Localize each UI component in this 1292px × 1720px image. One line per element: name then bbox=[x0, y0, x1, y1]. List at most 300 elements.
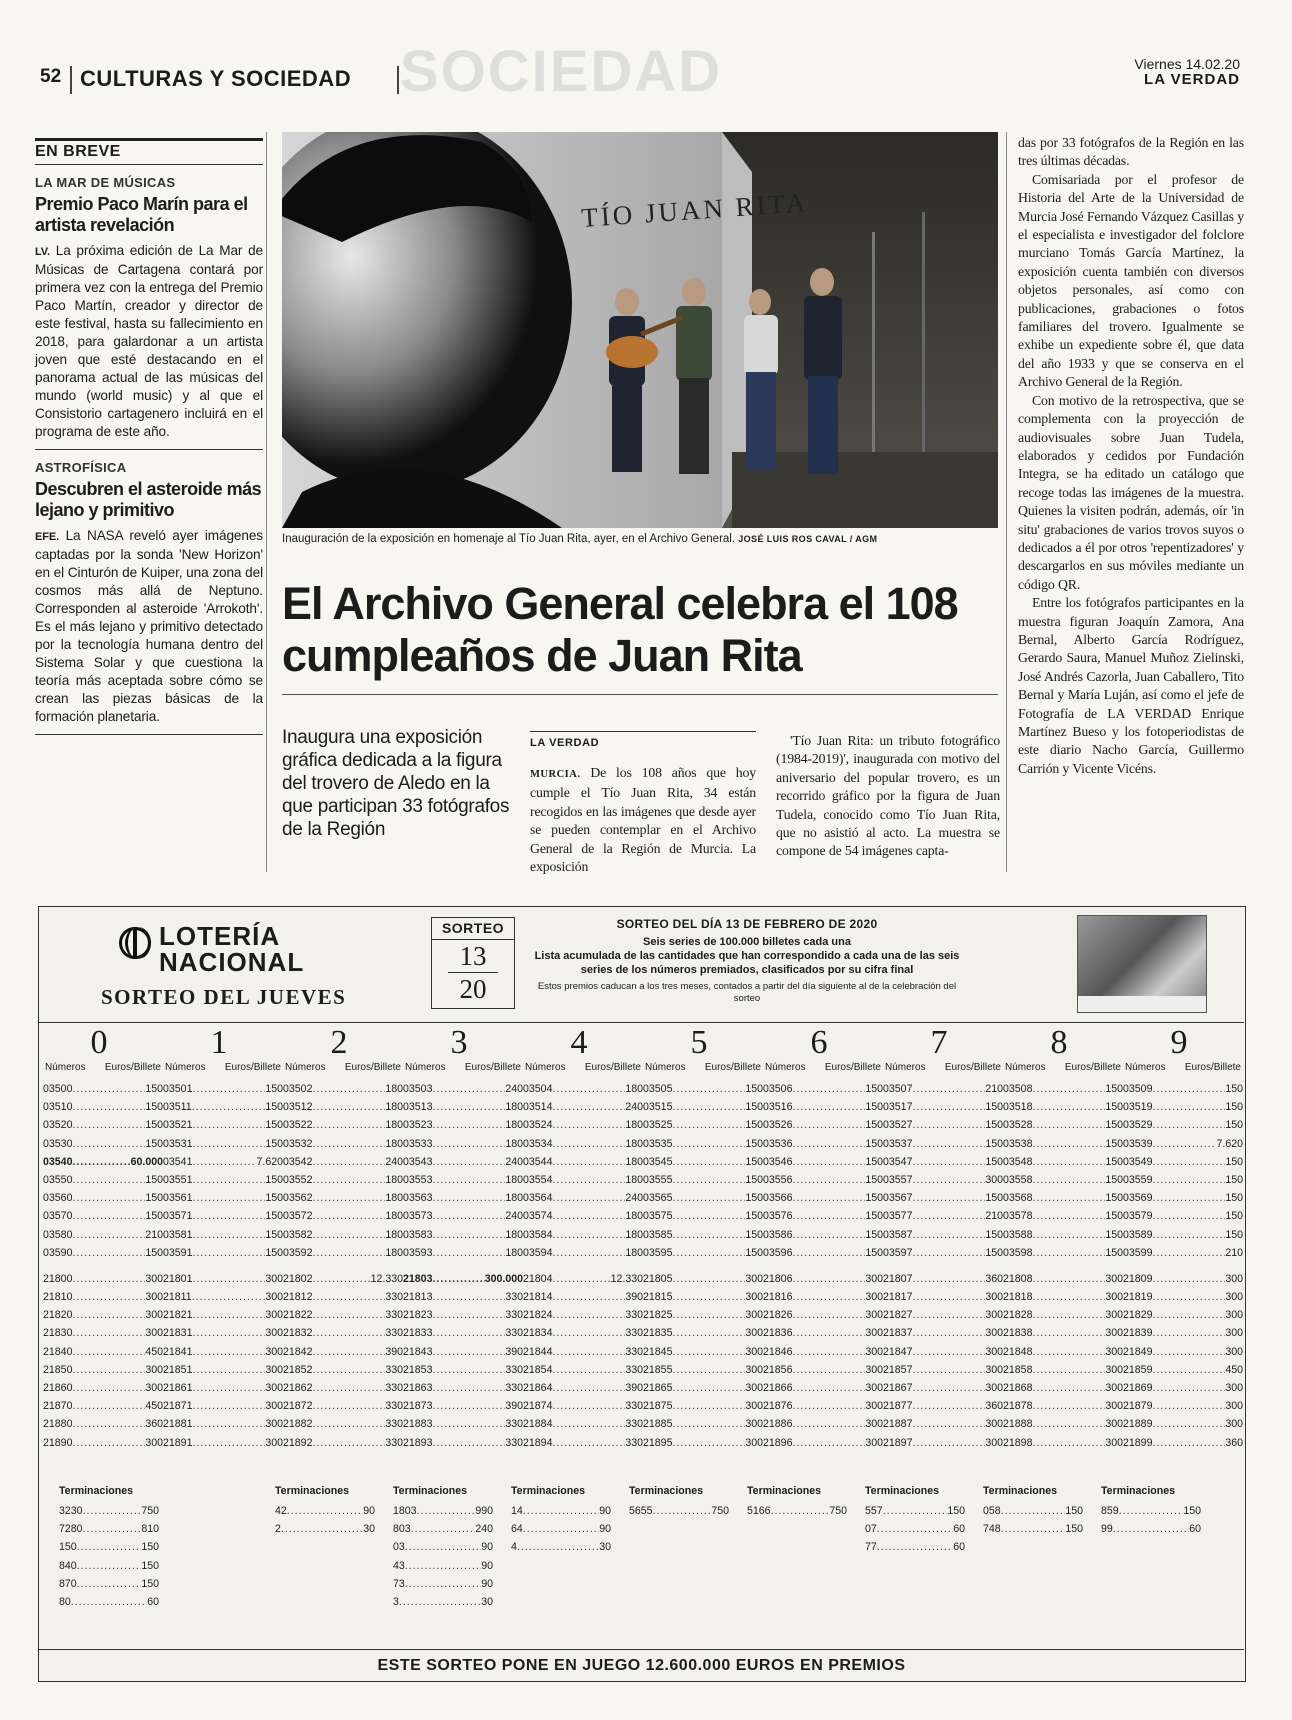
spacer bbox=[643, 1262, 763, 1270]
ticket-number: 03532 bbox=[283, 1137, 313, 1150]
ticket-number: 03503 bbox=[403, 1083, 433, 1095]
result-row bbox=[43, 1306, 163, 1324]
result-row bbox=[523, 1226, 643, 1244]
prize-amount: 150 bbox=[865, 1137, 883, 1150]
terminaciones-column bbox=[393, 1482, 493, 1611]
prize-amount: 150 bbox=[265, 1173, 283, 1186]
leader-dots bbox=[792, 1270, 865, 1288]
final-digit-header: 2 bbox=[330, 1024, 348, 1061]
leader-dots bbox=[72, 1135, 145, 1153]
prize-amount: 330 bbox=[505, 1418, 523, 1431]
result-row bbox=[763, 1135, 883, 1153]
leader-dots bbox=[1032, 1343, 1105, 1361]
ticket-number: 21893 bbox=[403, 1436, 433, 1449]
ticket-number: 21872 bbox=[283, 1400, 313, 1413]
photo-credit: JOSÉ LUIS ROS CAVAL / AGM bbox=[738, 534, 878, 544]
ticket-number: 21882 bbox=[283, 1418, 313, 1431]
ticket-number: 21831 bbox=[163, 1327, 193, 1340]
ticket-number: 21867 bbox=[883, 1382, 913, 1394]
numbers-header: Números bbox=[645, 1062, 686, 1073]
prize-amount: 90 bbox=[481, 1559, 493, 1572]
result-row bbox=[883, 1324, 1003, 1342]
terminaciones-header: Terminaciones bbox=[511, 1485, 585, 1497]
leader-dots bbox=[672, 1343, 745, 1361]
result-row bbox=[643, 1207, 763, 1225]
ticket-number: 03530 bbox=[43, 1137, 73, 1150]
brief-body: La próxima edición de La Mar de Músicas de Cartagena contará por primera vez con la entrega del Premio Paco Martín, creador y director de este festival, hasta su fallecimiento en 2018, para galardonar a un artista joven que esté destacando en el panorama actual de las músicas del mundo (world music) y al que el Consistorio cartagenero incluirá en el programa de este año. bbox=[35, 243, 263, 439]
result-row bbox=[1123, 1379, 1243, 1397]
result-row bbox=[283, 1080, 403, 1098]
result-row bbox=[283, 1379, 403, 1397]
ticket-number: 03514 bbox=[523, 1101, 553, 1114]
result-row bbox=[283, 1306, 403, 1324]
result-row bbox=[883, 1207, 1003, 1225]
ticket-number: 21821 bbox=[163, 1309, 193, 1322]
ticket-number: 21873 bbox=[403, 1400, 433, 1413]
result-row bbox=[1003, 1080, 1123, 1098]
ticket-number: 03524 bbox=[523, 1119, 553, 1132]
brief-source: LV. bbox=[35, 246, 50, 258]
article-paragraph: das por 33 fotógrafos de la Región en las tres últimas décadas. bbox=[1018, 135, 1244, 169]
leader-dots bbox=[523, 1502, 599, 1520]
prize-amount: 360 bbox=[985, 1400, 1003, 1413]
prize-amount: 300 bbox=[265, 1436, 283, 1449]
leader-dots bbox=[432, 1116, 505, 1134]
terminaciones-column bbox=[629, 1482, 729, 1520]
ticket-number: 21836 bbox=[763, 1327, 793, 1340]
ticket-number: 21819 bbox=[1123, 1291, 1153, 1304]
leader-dots bbox=[192, 1397, 265, 1415]
result-row bbox=[1123, 1189, 1243, 1207]
leader-dots bbox=[77, 1538, 142, 1556]
results-column bbox=[523, 1080, 643, 1452]
result-row bbox=[403, 1343, 523, 1361]
terminacion-row bbox=[393, 1593, 493, 1611]
result-row bbox=[883, 1270, 1003, 1288]
leader-dots bbox=[1152, 1434, 1225, 1452]
prize-amount: 150 bbox=[985, 1192, 1003, 1205]
divider bbox=[35, 164, 263, 165]
leader-dots bbox=[792, 1153, 865, 1171]
divider bbox=[35, 734, 263, 735]
terminacion-row bbox=[59, 1557, 159, 1575]
ticket-number: 03501 bbox=[163, 1083, 193, 1095]
ticket-number: 21857 bbox=[883, 1363, 913, 1376]
result-row bbox=[883, 1397, 1003, 1415]
ticket-number: 03572 bbox=[283, 1210, 313, 1223]
ticket-number: 21885 bbox=[643, 1418, 673, 1431]
ticket-number: 03562 bbox=[283, 1192, 313, 1205]
ticket-number: 21809 bbox=[1123, 1272, 1153, 1285]
prize-amount: 300 bbox=[865, 1418, 883, 1431]
leader-dots bbox=[312, 1171, 385, 1189]
leader-dots bbox=[1113, 1520, 1189, 1538]
result-row bbox=[283, 1153, 403, 1171]
final-digit-header: 0 bbox=[90, 1024, 108, 1061]
ticket-number: 21823 bbox=[403, 1309, 433, 1322]
prize-amount: 150 bbox=[1225, 1173, 1243, 1186]
leader-dots bbox=[672, 1288, 745, 1306]
prize-amount: 300 bbox=[145, 1327, 163, 1340]
ticket-number: 21858 bbox=[1003, 1363, 1033, 1376]
ticket-number: 03563 bbox=[403, 1192, 433, 1205]
leader-dots bbox=[192, 1135, 265, 1153]
leader-dots bbox=[1032, 1288, 1105, 1306]
leader-dots bbox=[912, 1361, 985, 1379]
ticket-number: 03589 bbox=[1123, 1228, 1153, 1241]
prize-amount: 750 bbox=[829, 1505, 847, 1517]
leader-dots bbox=[1152, 1343, 1225, 1361]
ticket-number: 21877 bbox=[883, 1400, 913, 1413]
divider bbox=[282, 694, 998, 695]
terminaciones-column bbox=[275, 1482, 375, 1538]
prize-amount: 300 bbox=[1225, 1309, 1243, 1322]
prize-amount: 300 bbox=[265, 1291, 283, 1304]
leader-dots bbox=[312, 1288, 385, 1306]
leader-dots bbox=[912, 1135, 985, 1153]
ticket-number: 21845 bbox=[643, 1345, 673, 1358]
leader-dots bbox=[1152, 1171, 1225, 1189]
prize-amount: 150 bbox=[265, 1210, 283, 1223]
ticket-number: 03593 bbox=[403, 1246, 433, 1259]
result-row bbox=[523, 1343, 643, 1361]
leader-dots bbox=[552, 1343, 625, 1361]
ticket-number: 21829 bbox=[1123, 1309, 1153, 1322]
results-column bbox=[763, 1080, 883, 1452]
result-row bbox=[1123, 1244, 1243, 1262]
result-row bbox=[763, 1080, 883, 1098]
leader-dots bbox=[432, 1434, 505, 1452]
leader-dots bbox=[792, 1189, 865, 1207]
terminacion-row bbox=[59, 1502, 159, 1520]
leader-dots bbox=[1152, 1080, 1225, 1098]
result-row bbox=[763, 1244, 883, 1262]
prize-amount: 60 bbox=[1189, 1523, 1201, 1536]
numbers-header: Números bbox=[1125, 1062, 1166, 1073]
ticket-number: 21890 bbox=[43, 1436, 73, 1449]
spacer bbox=[1123, 1262, 1243, 1270]
prize-amount: 300 bbox=[745, 1345, 763, 1358]
result-row bbox=[43, 1080, 163, 1098]
ticket-number: 03586 bbox=[763, 1228, 793, 1241]
ticket-number: 03536 bbox=[763, 1137, 793, 1150]
ticket-number: 03597 bbox=[883, 1246, 913, 1259]
prize-amount: 150 bbox=[265, 1119, 283, 1132]
leader-dots bbox=[1152, 1379, 1225, 1397]
result-row bbox=[43, 1135, 163, 1153]
ticket-number: 21874 bbox=[523, 1400, 553, 1413]
result-row bbox=[283, 1189, 403, 1207]
prize-amount: 150 bbox=[865, 1083, 883, 1095]
result-row bbox=[43, 1415, 163, 1433]
ticket-number: 21847 bbox=[883, 1345, 913, 1358]
leader-dots bbox=[877, 1520, 953, 1538]
prize-amount: 330 bbox=[385, 1309, 403, 1322]
prize-amount: 300 bbox=[985, 1327, 1003, 1340]
ticket-number: 03594 bbox=[523, 1246, 553, 1259]
brief-headline: Descubren el asteroide más lejano y primitivo bbox=[35, 479, 262, 520]
euros-header: Euros/Billete bbox=[824, 1062, 881, 1073]
result-row bbox=[403, 1379, 523, 1397]
result-row bbox=[163, 1288, 283, 1306]
prize-amount: 180 bbox=[625, 1155, 643, 1168]
terminacion-row bbox=[393, 1557, 493, 1575]
ticket-number: 21880 bbox=[43, 1418, 73, 1431]
ticket-number: 03566 bbox=[763, 1192, 793, 1205]
result-row bbox=[403, 1288, 523, 1306]
ticket-number: 21870 bbox=[43, 1400, 73, 1413]
leader-dots bbox=[72, 1343, 145, 1361]
sorteo-number-box bbox=[431, 917, 515, 1009]
result-row bbox=[43, 1270, 163, 1288]
prize-amount: 300 bbox=[745, 1363, 763, 1376]
result-row bbox=[523, 1080, 643, 1098]
prize-amount: 300 bbox=[1225, 1418, 1243, 1431]
ticket-number: 21808 bbox=[1003, 1272, 1033, 1285]
result-row bbox=[1123, 1116, 1243, 1134]
leader-dots bbox=[72, 1324, 145, 1342]
prize-amount: 300 bbox=[865, 1345, 883, 1358]
result-row bbox=[643, 1361, 763, 1379]
leader-dots bbox=[312, 1306, 385, 1324]
leader-dots bbox=[312, 1343, 385, 1361]
euros-header: Euros/Billete bbox=[944, 1062, 1001, 1073]
prize-amount: 300 bbox=[985, 1418, 1003, 1431]
leader-dots bbox=[672, 1116, 745, 1134]
leader-dots bbox=[1152, 1361, 1225, 1379]
prize-amount: 360 bbox=[985, 1272, 1003, 1285]
leader-dots bbox=[877, 1538, 953, 1556]
result-row bbox=[883, 1343, 1003, 1361]
result-row bbox=[763, 1361, 883, 1379]
ticket-number: 03558 bbox=[1003, 1173, 1033, 1186]
euros-header: Euros/Billete bbox=[584, 1062, 641, 1073]
euros-header: Euros/Billete bbox=[104, 1062, 161, 1073]
prize-amount: 330 bbox=[505, 1436, 523, 1449]
result-row bbox=[1123, 1343, 1243, 1361]
prize-amount: 180 bbox=[625, 1228, 643, 1241]
leader-dots bbox=[312, 1434, 385, 1452]
terminaciones-column bbox=[983, 1482, 1083, 1538]
prize-amount: 300 bbox=[985, 1382, 1003, 1394]
brief-text bbox=[35, 527, 263, 726]
prize-amount: 150 bbox=[1225, 1228, 1243, 1241]
ticket-number: 21826 bbox=[763, 1309, 793, 1322]
result-row bbox=[43, 1244, 163, 1262]
result-row bbox=[523, 1324, 643, 1342]
result-row bbox=[643, 1116, 763, 1134]
termination-number: 2 bbox=[275, 1523, 281, 1536]
leader-dots bbox=[72, 1244, 145, 1262]
leader-dots bbox=[672, 1270, 745, 1288]
result-row bbox=[763, 1415, 883, 1433]
ticket-number: 03528 bbox=[1003, 1119, 1033, 1132]
leader-dots bbox=[792, 1080, 865, 1098]
leader-dots bbox=[912, 1116, 985, 1134]
result-row bbox=[43, 1397, 163, 1415]
result-row bbox=[1123, 1207, 1243, 1225]
result-row bbox=[643, 1189, 763, 1207]
numbers-header: Números bbox=[885, 1062, 926, 1073]
ticket-number: 21895 bbox=[643, 1436, 673, 1449]
ticket-number: 03548 bbox=[1003, 1155, 1033, 1168]
leader-dots bbox=[672, 1135, 745, 1153]
leader-dots bbox=[912, 1244, 985, 1262]
numbers-header: Números bbox=[45, 1062, 86, 1073]
photo-text: TÍO JUAN RITA bbox=[580, 187, 810, 233]
leader-dots bbox=[552, 1153, 625, 1171]
ticket-number: 03507 bbox=[883, 1083, 913, 1095]
result-row bbox=[163, 1415, 283, 1433]
result-row bbox=[883, 1153, 1003, 1171]
terminaciones-header: Terminaciones bbox=[59, 1485, 133, 1497]
leader-dots bbox=[672, 1397, 745, 1415]
leader-dots bbox=[552, 1270, 610, 1288]
prize-amount: 180 bbox=[625, 1083, 643, 1095]
prize-amount: 330 bbox=[385, 1382, 403, 1394]
prize-amount: 150 bbox=[1105, 1192, 1123, 1205]
leader-dots bbox=[192, 1171, 265, 1189]
ticket-number: 21855 bbox=[643, 1363, 673, 1376]
ticket-number: 21800 bbox=[43, 1272, 73, 1285]
result-row bbox=[643, 1098, 763, 1116]
result-row bbox=[643, 1226, 763, 1244]
terminacion-row bbox=[865, 1538, 965, 1556]
article-paragraph: Comisariada por el profesor de Historia del Arte de la Universidad de Murcia José Fernando Vázquez Casillas y el especialista e investigador del folclore murciano Tomás García Martínez, la exposición cuenta también con diversos objetos personales, así como con publicaciones, grabaciones o fotos familiares del trovero. Igualmente se exhibe un expediente sobre él, que data del año 1933 y que se conserva en el Archivo General de la Región. bbox=[1018, 171, 1244, 390]
prize-amount: 180 bbox=[385, 1192, 403, 1205]
leader-dots bbox=[411, 1520, 476, 1538]
prize-amount: 150 bbox=[145, 1173, 163, 1186]
leader-dots bbox=[1152, 1244, 1225, 1262]
result-row bbox=[1123, 1098, 1243, 1116]
prize-amount: 300 bbox=[745, 1400, 763, 1413]
result-row bbox=[1003, 1207, 1123, 1225]
leader-dots bbox=[192, 1270, 265, 1288]
result-row bbox=[163, 1207, 283, 1225]
prize-amount: 330 bbox=[505, 1309, 523, 1322]
prize-amount: 150 bbox=[947, 1505, 965, 1517]
result-row bbox=[403, 1226, 523, 1244]
leader-dots bbox=[552, 1324, 625, 1342]
ticket-number: 03516 bbox=[763, 1101, 793, 1114]
prize-amount: 150 bbox=[145, 1192, 163, 1205]
result-row bbox=[523, 1244, 643, 1262]
leader-dots bbox=[792, 1171, 865, 1189]
result-row bbox=[163, 1324, 283, 1342]
leader-dots bbox=[792, 1135, 865, 1153]
ticket-number: 21841 bbox=[163, 1345, 193, 1358]
loteria-logo-icon bbox=[119, 927, 151, 959]
leader-dots bbox=[192, 1343, 265, 1361]
ticket-number: 03545 bbox=[643, 1155, 673, 1168]
ticket-number: 03537 bbox=[883, 1137, 913, 1150]
leader-dots bbox=[912, 1379, 985, 1397]
euros-header: Euros/Billete bbox=[464, 1062, 521, 1073]
article-column bbox=[1018, 134, 1244, 778]
result-row bbox=[403, 1361, 523, 1379]
ticket-number: 21853 bbox=[403, 1363, 433, 1376]
article-headline: El Archivo General celebra el 108 cumpleaños de Juan Rita bbox=[282, 578, 958, 681]
brief-kicker: ASTROFÍSICA bbox=[35, 460, 127, 475]
result-row bbox=[523, 1098, 643, 1116]
prize-amount: 450 bbox=[145, 1400, 163, 1413]
result-row bbox=[763, 1226, 883, 1244]
final-digit-header: 6 bbox=[810, 1024, 828, 1061]
termination-number: 3 bbox=[393, 1595, 399, 1608]
terminaciones-header: Terminaciones bbox=[393, 1485, 467, 1497]
prize-amount: 90 bbox=[363, 1505, 375, 1517]
leader-dots bbox=[72, 1207, 145, 1225]
prize-amount: 330 bbox=[385, 1400, 403, 1413]
prize-amount: 300 bbox=[865, 1327, 883, 1340]
result-row bbox=[1003, 1343, 1123, 1361]
leader-dots bbox=[653, 1502, 712, 1520]
prize-amount: 240 bbox=[505, 1210, 523, 1223]
terminaciones-column bbox=[747, 1482, 847, 1520]
ticket-number: 03509 bbox=[1123, 1083, 1153, 1095]
prize-amount: 240 bbox=[505, 1083, 523, 1095]
ticket-number: 21861 bbox=[163, 1382, 193, 1394]
prize-amount: 330 bbox=[505, 1382, 523, 1394]
leader-dots bbox=[1119, 1502, 1184, 1520]
ticket-number: 03576 bbox=[763, 1210, 793, 1223]
leader-dots bbox=[552, 1098, 625, 1116]
ticket-number: 21891 bbox=[163, 1436, 193, 1449]
prize-amount: 150 bbox=[265, 1137, 283, 1150]
leader-dots bbox=[912, 1324, 985, 1342]
result-row bbox=[643, 1171, 763, 1189]
result-row bbox=[1123, 1306, 1243, 1324]
result-row bbox=[763, 1379, 883, 1397]
ticket-number: 03584 bbox=[523, 1228, 553, 1241]
prize-amount: 150 bbox=[1183, 1505, 1201, 1517]
leader-dots bbox=[83, 1502, 142, 1520]
caption-text: Inauguración de la exposición en homenaje al Tío Juan Rita, ayer, en el Archivo General. bbox=[282, 533, 736, 545]
column-divider bbox=[266, 132, 267, 872]
ticket-number: 21806 bbox=[763, 1272, 793, 1285]
result-row bbox=[1003, 1226, 1123, 1244]
ticket-number: 03543 bbox=[403, 1155, 433, 1168]
prize-amount: 300 bbox=[1105, 1418, 1123, 1431]
prize-amount: 300 bbox=[1105, 1363, 1123, 1376]
prize-amount: 90 bbox=[481, 1577, 493, 1590]
prize-amount: 150 bbox=[1065, 1523, 1083, 1536]
prize-amount: 150 bbox=[141, 1559, 159, 1572]
prize-amount: 150 bbox=[1105, 1246, 1123, 1259]
prize-amount: 150 bbox=[141, 1541, 159, 1554]
result-row bbox=[1003, 1171, 1123, 1189]
prize-amount: 300 bbox=[265, 1345, 283, 1358]
result-row bbox=[1123, 1270, 1243, 1288]
leader-dots bbox=[192, 1324, 265, 1342]
result-row bbox=[1123, 1324, 1243, 1342]
en-breve-title: EN BREVE bbox=[35, 138, 263, 164]
issue-date: Viernes 14.02.20 bbox=[1134, 56, 1240, 72]
ticket-number: 03519 bbox=[1123, 1101, 1153, 1114]
dateline bbox=[1134, 56, 1240, 88]
terminacion-row bbox=[511, 1520, 611, 1538]
termination-number: 557 bbox=[865, 1505, 883, 1517]
prize-amount: 300 bbox=[265, 1382, 283, 1394]
leader-dots bbox=[72, 1153, 130, 1171]
ticket-number: 03556 bbox=[763, 1173, 793, 1186]
leader-dots bbox=[912, 1288, 985, 1306]
result-row bbox=[883, 1306, 1003, 1324]
result-row bbox=[283, 1244, 403, 1262]
result-row bbox=[283, 1135, 403, 1153]
result-row bbox=[283, 1116, 403, 1134]
result-row bbox=[643, 1397, 763, 1415]
